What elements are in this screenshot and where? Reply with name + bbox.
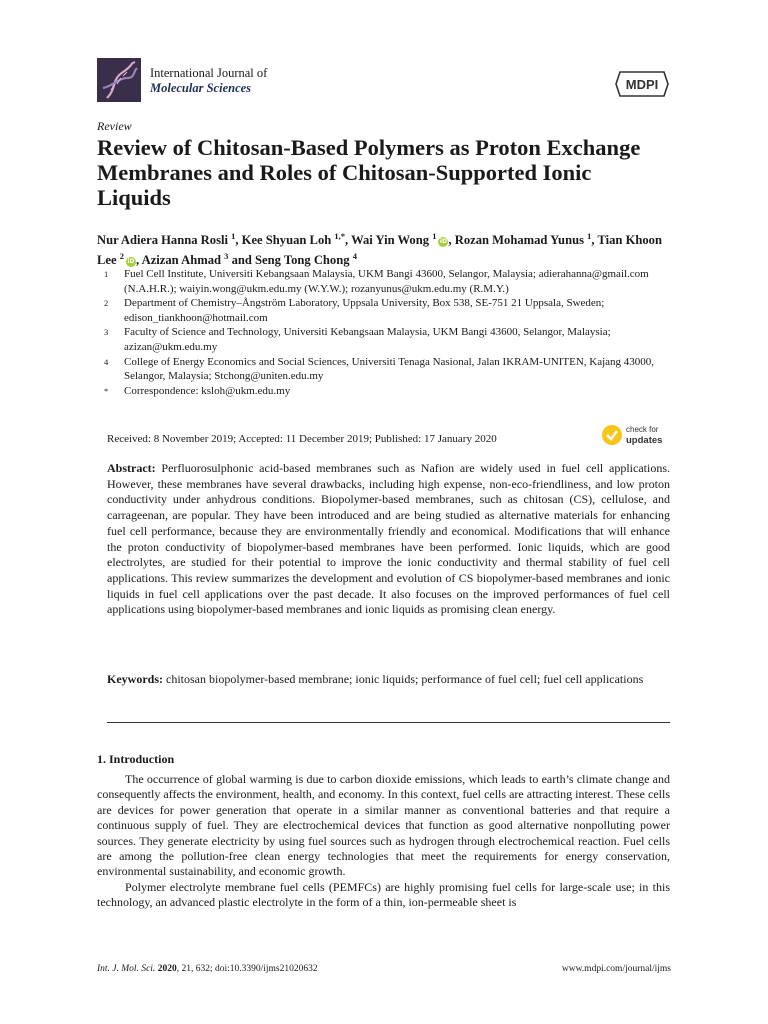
journal-name — [150, 66, 267, 96]
abstract-text: Perfluorosulphonic acid-based membranes such as Nafion are widely used in fuel cell applications. However, these membranes have several drawbacks, including high expense, non-eco-friendliness, and low proton conductivity under anhydrous conditions. Biopolymer-based membranes, such as chitosan (CS), cellulose, and carrageenan, are popular. They have been introduced and are being studied as alternative materials for enhancing fuel cell performance, because they are environmentally friendly and economical. Modifications that will enhance the proton conductivity of biopolymer-based membranes have been performed. Ionic liquids, which are good electrolytes, are studied for their potential to improve the ionic conductivity and thermal stability of fuel cell applications. This review summarizes the development and evolution of CS biopolymer-based membranes and ionic liquids in fuel cell applications over the past decade. It also focuses on the improved performances of fuel cell applications using biopolymer-based membranes and ionic liquids as promising clean energy. — [107, 461, 670, 617]
author-affiliation-sup: 2 — [119, 251, 124, 262]
author-name[interactable]: Seng Tong Chong $^4$ — [255, 251, 357, 268]
author-name[interactable]: Rozan Mohamad Yunus $^1$ — [454, 231, 592, 248]
affiliation-item — [104, 384, 684, 399]
orcid-icon[interactable]: iD — [127, 258, 135, 266]
affiliation-number: 2 — [104, 298, 109, 309]
footer-year: 2020 — [157, 964, 177, 974]
author-name[interactable]: Azizan Ahmad $^3$ — [141, 251, 229, 268]
author-affiliation-sup: 1 — [231, 231, 236, 241]
article-title: Review of Chitosan-Based Polymers as Proton Exchange Membranes and Roles of Chitosan-Supported Ionic Liquids — [97, 135, 641, 210]
author-list: Nur Adiera Hanna Rosli $^1$, Kee Shyuan Loh $^{1,*}$, Wai Yin Wong $^1$iD, Rozan Mohamad Yunus $^1$, Tian Khoon Lee $^2$iD, Azizan Ahmad $^3$ and Seng Tong Chong $^4$ — [97, 231, 662, 268]
body-paragraph: Polymer electrolyte membrane fuel cells (PEMFCs) are highly promising fuel cells for large-scale use; in this technology, an advanced plastic electrolyte in the form of a thin, ion-permeable sheet is — [97, 879, 670, 910]
footer-journal-abbr: Int. J. Mol. Sci. — [97, 964, 156, 974]
footer-citation-rest: , 21, 632; doi:10.3390/ijms21020632 — [176, 964, 318, 974]
author-name[interactable]: Nur Adiera Hanna Rosli $^1$ — [97, 231, 236, 248]
publication-dates: Received: 8 November 2019; Accepted: 11 December 2019; Published: 17 January 2020 — [107, 433, 497, 445]
journal-dna-logo — [97, 58, 141, 102]
abstract — [107, 461, 670, 618]
check-updates-line2: updates — [626, 435, 663, 446]
affiliation-text: College of Energy Economics and Social Sciences, Universiti Tenaga Nasional, Jalan IKRAM-UNITEN, Kajang 43000, Selangor, Malaysia; Stchong@uniten.edu.my — [124, 355, 655, 383]
keywords — [107, 672, 670, 688]
section-heading: 1. Introduction — [97, 752, 175, 766]
divider — [107, 722, 670, 723]
keywords-label: Keywords: — [107, 672, 163, 686]
affiliation-text: Faculty of Science and Technology, Universiti Kebangsaan Malaysia, UKM Bangi 43600, Selangor, Malaysia; azizan@ukm.edu.my — [124, 326, 611, 353]
author-name[interactable]: Tian Khoon Lee $^2$ — [97, 233, 662, 268]
orcid-icon[interactable]: iD — [439, 238, 447, 246]
check-for-updates-badge[interactable] — [601, 423, 671, 447]
mdpi-logo-text: MDPI — [625, 77, 659, 92]
affiliation-number: * — [104, 385, 109, 396]
affiliation-item — [104, 267, 684, 296]
author-affiliation-sup: 1 — [587, 231, 592, 241]
body-paragraph: The occurrence of global warming is due to carbon dioxide emissions, which leads to earth’s climate change and consequently affects the environment, health, and economy. In this context, fuel cells are attracting interest. These cells are devices for power generation that operate in a similar manner as conventional batteries and that require a continuous supply of fuel. They are electrochemical devices that function as good alternative nonpolluting power sources. They generate electricity by using fuel sources such as hydrogen through electrochemical reaction. Fuel cells are among the pollution-free clean energy technologies that meet the requirements for energy conservation, environmental sustainability, and economic growth. — [97, 772, 670, 879]
journal-name-line1: International Journal of — [150, 66, 268, 80]
affiliation-item — [104, 355, 684, 384]
mdpi-logo — [614, 70, 670, 98]
author-name[interactable]: Kee Shyuan Loh $^{1,*}$ — [241, 231, 346, 248]
affiliation-text: Department of Chemistry–Ångström Laboratory, Uppsala University, Box 538, SE-751 21 Uppsala, Sweden; edison_tiankhoon@hotmail.com — [124, 297, 605, 324]
keywords-text: chitosan biopolymer-based membrane; ionic liquids; performance of fuel cell; fuel cell applications — [166, 672, 644, 686]
author-name[interactable]: Wai Yin Wong $^1$ — [351, 231, 437, 248]
author-affiliation-sup: 1,* — [334, 231, 346, 241]
footer-journal-url[interactable]: www.mdpi.com/journal/ijms — [561, 964, 671, 974]
affiliation-number: 3 — [104, 327, 109, 338]
journal-name-line2: Molecular Sciences — [150, 81, 252, 95]
affiliation-text: Fuel Cell Institute, Universiti Kebangsaan Malaysia, UKM Bangi 43600, Selangor, Malaysia; adierahanna@gmail.com (N.A.H.R.); waiyin.wong@ukm.edu.my (W.Y.W.); rozanyunus@ukm.edu.my (R.M.Y.) — [124, 268, 649, 295]
article-type: Review — [97, 119, 132, 133]
author-affiliation-sup: 3 — [224, 251, 229, 262]
affiliations — [104, 267, 684, 398]
abstract-label: Abstract: — [107, 461, 156, 475]
affiliation-item — [104, 325, 684, 354]
check-updates-line1: check for — [626, 425, 659, 434]
affiliation-item — [104, 296, 684, 325]
section-body — [97, 772, 670, 911]
affiliation-number: 1 — [104, 269, 109, 279]
affiliation-text: Correspondence: ksloh@ukm.edu.my — [124, 384, 291, 397]
author-affiliation-sup: 1 — [432, 231, 437, 241]
footer-citation — [97, 964, 318, 974]
affiliation-number: 4 — [104, 356, 109, 367]
author-affiliation-sup: 4 — [352, 251, 357, 262]
